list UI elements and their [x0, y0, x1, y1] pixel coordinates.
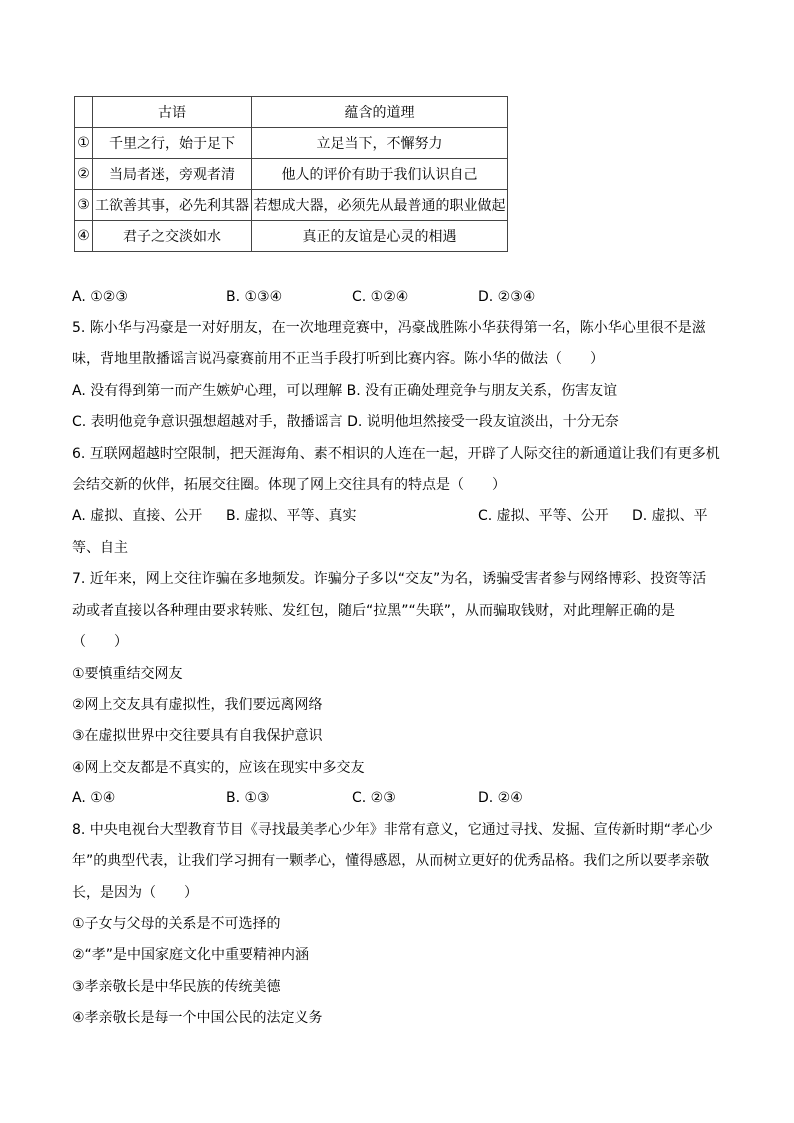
table-row	[75, 221, 508, 252]
q6-option-a: A. 虚拟、直接、公开	[72, 508, 203, 524]
q8-stem-line-1: 8. 中央电视台大型教育节目《寻找最美孝心少年》非常有意义，它通过寻找、发掘、宣传新时期“孝心少	[72, 822, 714, 838]
q7-stem-line-3: （ ）	[72, 634, 128, 650]
q6-option-c: C. 虚拟、平等、公开	[478, 508, 609, 524]
q8-item-1: ①子女与父母的关系是不可选择的	[72, 916, 281, 932]
table-cell: ①	[75, 128, 93, 159]
q7-option-c: C. ②③	[352, 790, 396, 806]
q6-stem-line-2: 会结交新的伙伴，拓展交往圈。体现了网上交往具有的特点是（ ）	[72, 477, 506, 493]
table-cell: 千里之行，始于足下	[93, 128, 252, 159]
q7-stem-line-1: 7. 近年来，网上交往诈骗在多地频发。诈骗分子多以“交友”为名，诱骗受害者参与网络博彩、投资等活	[72, 571, 707, 587]
table-header-cell: 蕴含的道理	[252, 97, 508, 128]
q4-option-d: D. ②③④	[478, 289, 536, 305]
q4-option-c: C. ①②④	[352, 289, 409, 305]
q7-item-2: ②网上交友具有虚拟性，我们要远离网络	[72, 697, 323, 713]
table-header-row	[75, 97, 508, 128]
proverb-table	[74, 96, 508, 252]
q6-option-d: D. 虚拟、平	[632, 508, 708, 524]
q5-options-line-2: C. 表明他竞争意识强想超越对手，散播谣言 D. 说明他坦然接受一段友谊淡出，十分无奈	[72, 414, 619, 430]
q5-stem-line-1: 5. 陈小华与冯豪是一对好朋友，在一次地理竞赛中，冯豪战胜陈小华获得第一名，陈小华心里很不是滋	[72, 320, 706, 336]
q4-option-a: A. ①②③	[72, 289, 128, 305]
table-cell: 立足当下，不懈努力	[252, 128, 508, 159]
table-row	[75, 190, 508, 221]
q8-stem-line-3: 长，是因为（ ）	[72, 885, 198, 901]
table-header-cell	[75, 97, 93, 128]
table-cell: 工欲善其事，必先利其器	[93, 190, 252, 221]
table-header-cell: 古语	[93, 97, 252, 128]
q4-option-b: B. ①③④	[226, 289, 283, 305]
q6-option-d-wrap: 等、自主	[72, 540, 128, 556]
table-cell: 当局者迷，旁观者清	[93, 159, 252, 190]
q6-stem-line-1: 6. 互联网超越时空限制，把天涯海角、素不相识的人连在一起，开辟了人际交往的新通道让我们有更多机	[72, 446, 720, 462]
table-cell: 真正的友谊是心灵的相遇	[252, 221, 508, 252]
table-row	[75, 128, 508, 159]
q6-option-b: B. 虚拟、平等、真实	[226, 508, 357, 524]
table-cell: ②	[75, 159, 93, 190]
q8-item-2: ②“孝”是中国家庭文化中重要精神内涵	[72, 947, 310, 963]
table-cell: 若想成大器，必须先从最普通的职业做起	[252, 190, 508, 221]
q7-item-3: ③在虚拟世界中交往要具有自我保护意识	[72, 728, 323, 744]
q8-item-4: ④孝亲敬长是每一个中国公民的法定义务	[72, 1010, 323, 1026]
table-cell: ④	[75, 221, 93, 252]
q7-option-d: D. ②④	[478, 790, 523, 806]
q7-option-a: A. ①④	[72, 790, 116, 806]
q7-item-1: ①要慎重结交网友	[72, 666, 183, 682]
table-cell: ③	[75, 190, 93, 221]
q7-option-b: B. ①③	[226, 790, 270, 806]
q5-stem-line-2: 味，背地里散播谣言说冯豪赛前用不正当手段打听到比赛内容。陈小华的做法（ ）	[72, 351, 604, 367]
table-cell: 他人的评价有助于我们认识自己	[252, 159, 508, 190]
q7-stem-line-2: 动或者直接以各种理由要求转账、发红包，随后“拉黑”“失联”，从而骗取钱财，对此理解正确的是	[72, 603, 676, 619]
q8-stem-line-2: 年”的典型代表，让我们学习拥有一颗孝心，懂得感恩，从而树立更好的优秀品格。我们之所以要孝亲敬	[72, 853, 710, 869]
table-row	[75, 159, 508, 190]
q8-item-3: ③孝亲敬长是中华民族的传统美德	[72, 979, 281, 995]
q7-item-4: ④网上交友都是不真实的，应该在现实中多交友	[72, 760, 365, 776]
table-cell: 君子之交淡如水	[93, 221, 252, 252]
q5-options-line-1: A. 没有得到第一而产生嫉妒心理，可以理解 B. 没有正确处理竞争与朋友关系，伤害友谊	[72, 383, 618, 399]
